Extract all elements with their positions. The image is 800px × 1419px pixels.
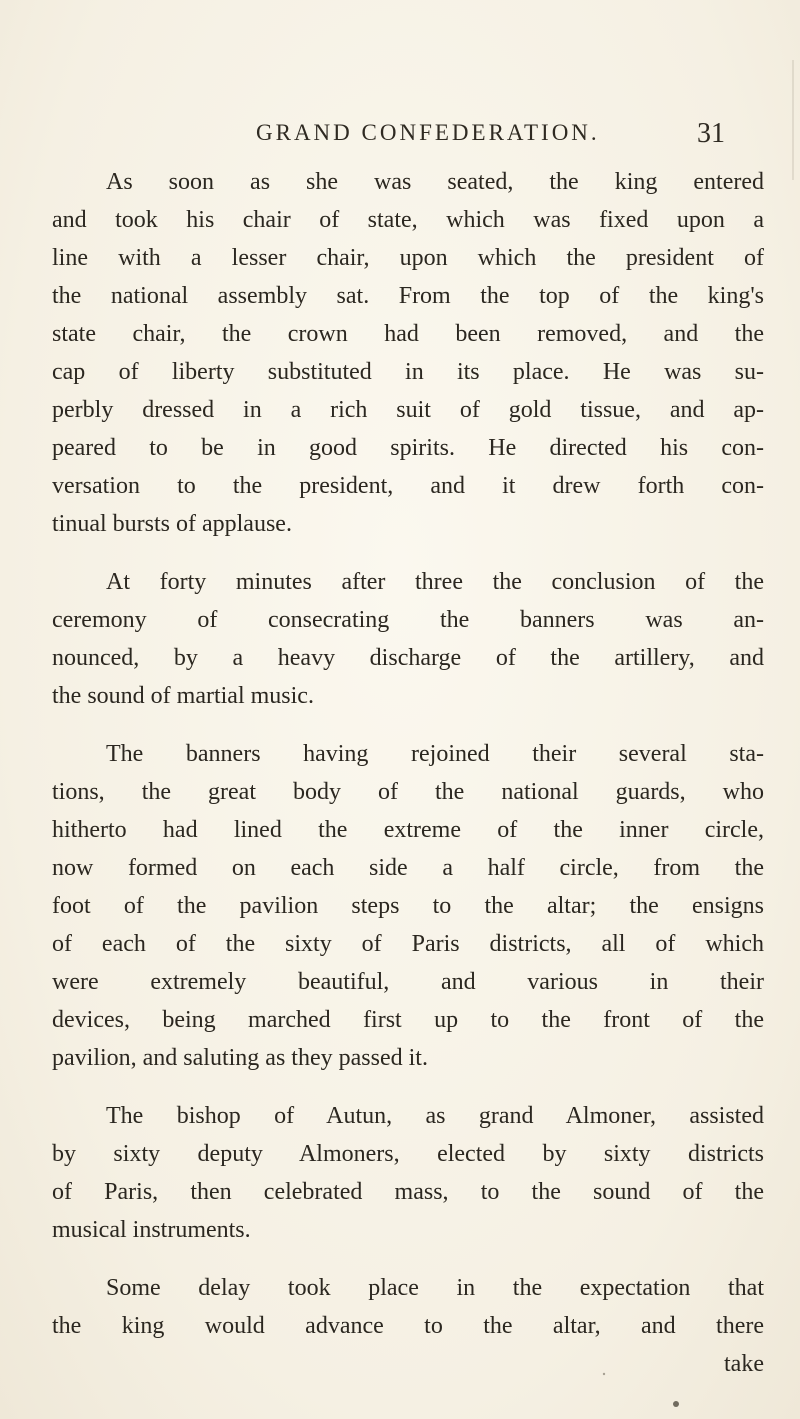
catchword: take: [724, 1351, 764, 1377]
running-title: GRAND CONFEDERATION.: [256, 120, 600, 145]
text-line: now formed on each side a half circle, from the: [52, 855, 764, 881]
text-line: perbly dressed in a rich suit of gold tissue, and ap-: [52, 397, 764, 423]
text-line: devices, being marched first up to the front of the: [52, 1007, 764, 1033]
text-line: nounced, by a heavy discharge of the artillery, and: [52, 645, 764, 671]
text-line: hitherto had lined the extreme of the inner circle,: [52, 817, 764, 843]
text-line: the sound of martial music.: [52, 683, 314, 709]
text-line: musical instruments.: [52, 1217, 251, 1243]
text-line: of Paris, then celebrated mass, to the sound of the: [52, 1179, 764, 1205]
text-line: the national assembly sat. From the top of the king's: [52, 283, 764, 309]
text-line: state chair, the crown had been removed, and the: [52, 321, 764, 347]
body-text: [0, 163, 800, 1383]
paragraph-3: [0, 735, 800, 1077]
text-line: line with a lesser chair, upon which the president of: [52, 245, 764, 271]
text-line: of each of the sixty of Paris districts, all of which: [52, 931, 764, 957]
text-line: by sixty deputy Almoners, elected by sixty districts: [52, 1141, 764, 1167]
text-line: Some delay took place in the expectation that: [106, 1275, 764, 1301]
text-line: pavilion, and saluting as they passed it.: [52, 1045, 428, 1071]
text-line: tions, the great body of the national guards, who: [52, 779, 764, 805]
paragraph-2: [0, 563, 800, 715]
text-line: The banners having rejoined their several sta-: [106, 741, 764, 767]
text-line: At forty minutes after three the conclusion of the: [106, 569, 764, 595]
paragraph-5: [0, 1269, 800, 1383]
text-line: tinual bursts of applause.: [52, 511, 292, 537]
text-line: and took his chair of state, which was fixed upon a: [52, 207, 764, 233]
text-line: cap of liberty substituted in its place. He was su-: [52, 359, 764, 385]
text-line: the king would advance to the altar, and there: [52, 1313, 764, 1339]
text-line: The bishop of Autun, as grand Almoner, assisted: [106, 1103, 764, 1129]
text-line: ceremony of consecrating the banners was an-: [52, 607, 764, 633]
text-line: were extremely beautiful, and various in their: [52, 969, 764, 995]
paragraph-4: [0, 1097, 800, 1249]
page-number: 31: [697, 118, 725, 149]
text-line: peared to be in good spirits. He directed his con-: [52, 435, 764, 461]
paragraph-1: [0, 163, 800, 543]
text-line: foot of the pavilion steps to the altar; the ensigns: [52, 893, 764, 919]
text-line: As soon as she was seated, the king entered: [106, 169, 764, 195]
text-line: versation to the president, and it drew forth con-: [52, 473, 764, 499]
page-header: [0, 118, 800, 158]
